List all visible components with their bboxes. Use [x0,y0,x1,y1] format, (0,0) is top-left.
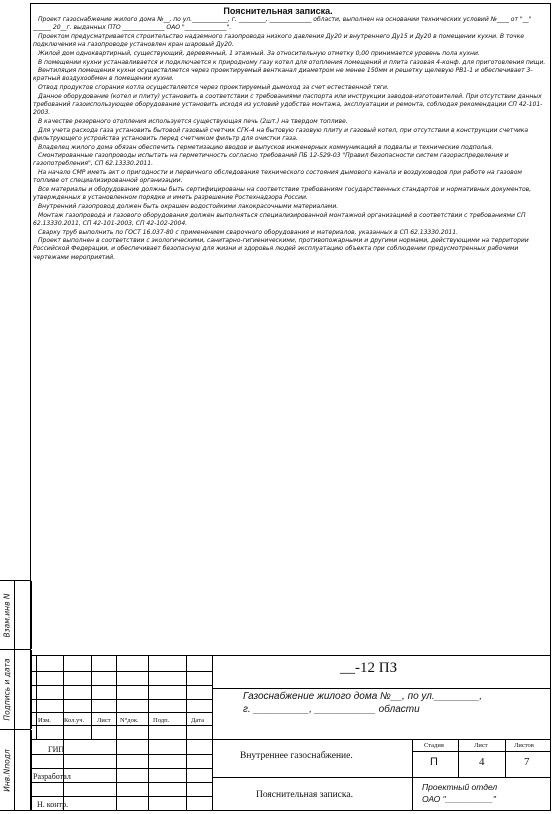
paragraph: Для учета расхода газа установить бытовой газовый счетчик СГК-4 на бытовую газовую плиту и газовый котел, при отсутствии в конструкции счетчика фильтрующего устройства установить перед счетчиком фильтр для очистки газа. [33,126,529,142]
paragraph: Сварку труб выполнить по ГОСТ 16.037-80 с применением сварочного оборудования и материалов, указанных в СП 62.13330.2011. [38,228,458,236]
org-line-2: ОАО "__________" [422,794,496,804]
paragraph: На начало СМР иметь акт о пригодности и первичного обследования технического состояния дымового канала и воздуховодов при работе на газовом топливе от специализированной организации. [33,169,522,185]
object-name-line-1: Газоснабжение жилого дома №__, по ул.________, [243,691,482,702]
paragraph: Вентиляция помещения кухни осуществляется через проектируемый вентканал диаметром не менее 150мм и решетку щелевую РВ1-1 и обеспечивает 3-кратный воздухообмен в помещении кухни. [33,67,533,83]
paragraph: Проект выполнен в соответствии с экологическими, санитарно-гигиеническими, противопожарными и другими нормами, действующими на территории Российской Федерации, и обеспечивает безопасную для жизни и здоровья людей эксплуатацию объекта при соблюдении предусмотренных рабочими чертежами мероприятий. [33,237,529,261]
paragraph: Данное оборудование (котел и плиту) установить в соответствии с требованиями паспорта или инструкции заводов-изготовителей. При отсутствии данных требований газоиспользующее оборудование установить исходя из условий удобства монтажа, эксплуатации и ремонта, соблюдая рекомендации СП 42-101-2003. [33,92,543,117]
document-body [33,16,548,262]
side-box-vzam [0,580,30,650]
paragraph: В качестве резервного отопления используется существующая печь (2шт.) на твердом топливе. [38,117,348,125]
title-block [30,655,551,811]
paragraph: Проект газоснабжение жилого дома №__, по ул.____________, г. _________, ______________ области, выполнен на основании технических условий №____ от "__" ______ 20__г. выданных ПТО ______________ ОАО "______________". [33,16,532,32]
side-box-podpis [0,650,30,730]
object-name-line-2: г. __________, ___________ области [243,704,420,715]
header-data: Дата [191,717,204,724]
document-code: __-12 ПЗ [340,660,398,676]
stage-value: П [430,756,438,768]
header-n-dok: N°док. [120,717,139,724]
stage-header: Стадия [424,742,444,749]
header-list: Лист [97,717,111,724]
document-name: Пояснительная записка. [256,790,353,800]
sheets-value: 7 [524,756,530,768]
paragraph: Проектом предусматривается строительство надземного газопровода низкого давления Ду20 и внутреннего Ду15 и Ду20 в помещении кухни. В точке подключения на газопроводе установлен кран шаровый Ду20. [33,32,524,49]
sheet-header: Лист [474,742,488,749]
role-gip: ГИП [48,745,65,754]
paragraph: В помещении кухни устанавливается и подключается к природному газу котел для отопления помещений и плита газовая 4-конф. для приготовления пищи. [38,58,546,66]
role-razrabotal: Разработал [33,772,71,781]
side-box-inv [0,730,30,811]
org-line-1: Проектный отдел [422,782,498,792]
side-field [14,581,32,649]
paragraph: Монтаж газопровода и газового оборудования должен выполняться специализированной монтажной организацией в соответствии с требованиями СП 62.13330.2011, СП 42-101-2003, СП 42-102-2004. [33,211,526,227]
paragraph: Внутренний газопровод должен быть окрашен водостойкими лакокрасочными материалами. [38,202,339,210]
sheets-header: Листов [514,742,534,749]
paragraph: Отвод продуктов сгорания котла осуществляется через проектируемый дымоход за счет естественной тяги. [38,84,389,92]
side-label-inv: Инв.Nподл [2,748,12,792]
role-n-kontr: Н. контр. [37,800,69,809]
side-label-podpis: Подпись и дата [2,658,12,721]
document-title: Пояснительная записка. [223,6,333,16]
header-podp: Подп. [153,717,170,724]
sheet-value: 4 [479,756,485,768]
side-label-vzam: Взам.инв N [2,593,12,637]
paragraph: Владелец жилого дома обязан обеспечить герметизацию вводов и выпусков инженерных коммуникаций в подвалы и технические подполья. [38,143,494,151]
paragraph: Все материалы и оборудование должны быть сертифицированы на соответствие требованиям государственных стандартов и нормативных документов, утвержденных в установленном порядке и иметь разрешение Ростехнадзора России. [33,186,532,202]
paragraph: Жилой дом одноквартирный, существующий, деревянный, 1 этажный. За относительную отметку 0,00 принимается уровень пола кухни. [38,49,480,57]
paragraph: Смонтированные газопроводы испытать на герметичность согласно требований ПБ 12-529-03 "Правил безопасности систем газораспределения и газопотребления", СП 62.13330.2011. [33,152,509,168]
header-kol-uch: Кол.уч. [64,717,85,724]
section-name: Внутреннее газоснабжение. [240,751,353,761]
header-izm: Изм. [38,717,51,724]
